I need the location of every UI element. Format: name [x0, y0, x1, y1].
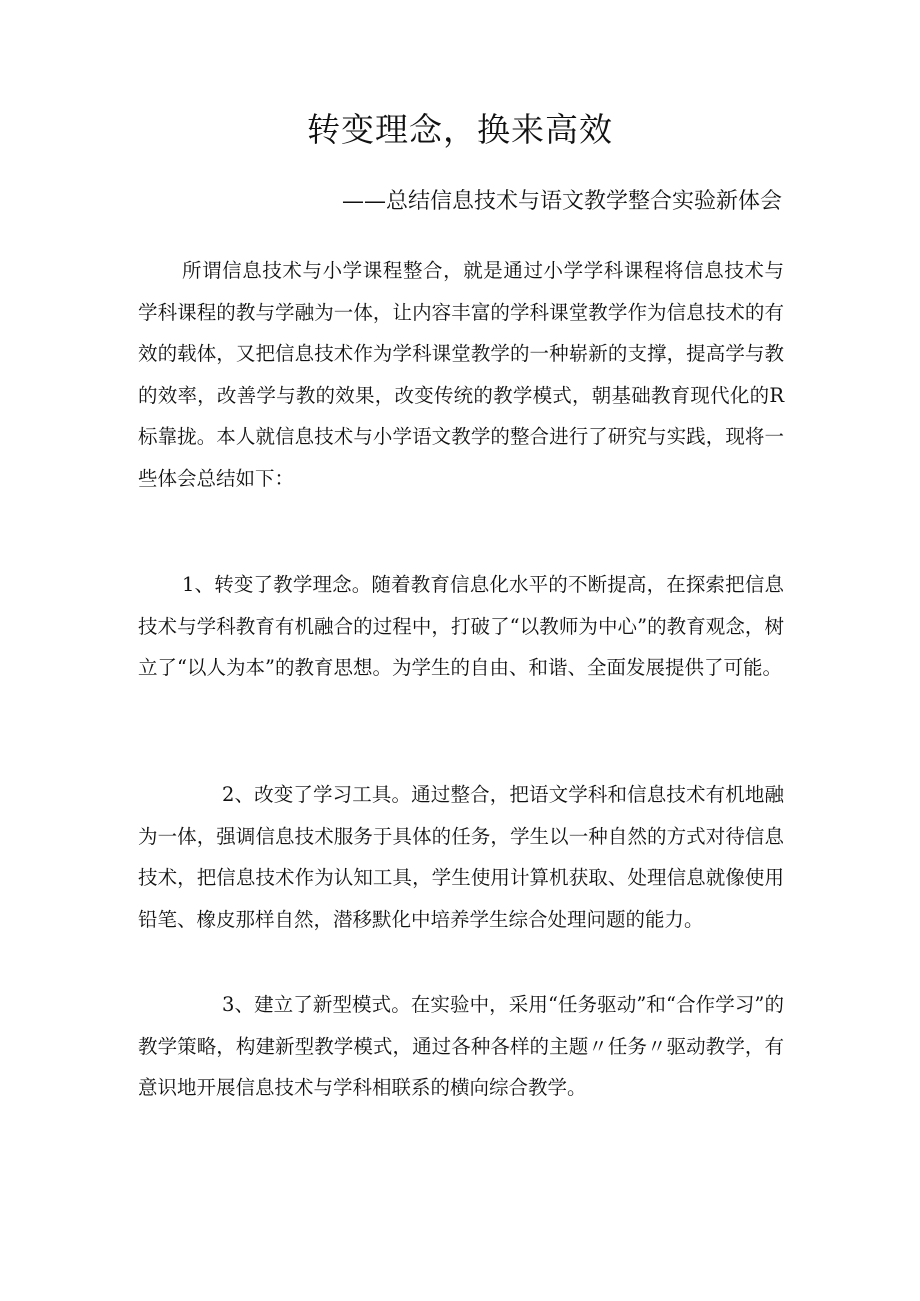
- paragraph-point-2: 2、改变了学习工具。通过整合，把语文学科和信息技术有机地融为一体，强调信息技术服务于具体的任务，学生以一种自然的方式对待信息技术，把信息技术作为认知工具，学生使用计算机获取、处理信息就像使用铅笔、橡皮那样自然，潜移默化中培养学生综合处理问题的能力。: [138, 783, 784, 931]
- paragraph-point-1: 1、转变了教学理念。随着教育信息化水平的不断提高，在探索把信息技术与学科教育有机融合的过程中，打破了“以教师为中心”的教育观念，树立了“以人为本”的教育思想。为学生的自由、和谐、全面发展提供了可能。: [138, 573, 784, 679]
- paragraph-intro: 所谓信息技术与小学课程整合，就是通过小学学科课程将信息技术与学科课程的教与学融为一体，让内容丰富的学科课堂教学作为信息技术的有效的载体，又把信息技术作为学科课堂教学的一种崭新的支撑，提高学与教的效率，改善学与教的效果，改变传统的教学模式，朝基础教育现代化的R标靠拢。本人就信息技术与小学语文教学的整合进行了研究与实践，现将一些体会总结如下：: [138, 259, 784, 490]
- document-title: 转变理念，换来高效: [307, 110, 613, 149]
- paragraph-point-3: 3、建立了新型模式。在实验中，采用“任务驱动”和“合作学习”的教学策略，构建新型教学模式，通过各种各样的主题〃任务〃驱动教学，有意识地开展信息技术与学科相联系的横向综合教学。: [138, 993, 784, 1099]
- document-subtitle: ——总结信息技术与语文教学整合实验新体会: [341, 189, 782, 214]
